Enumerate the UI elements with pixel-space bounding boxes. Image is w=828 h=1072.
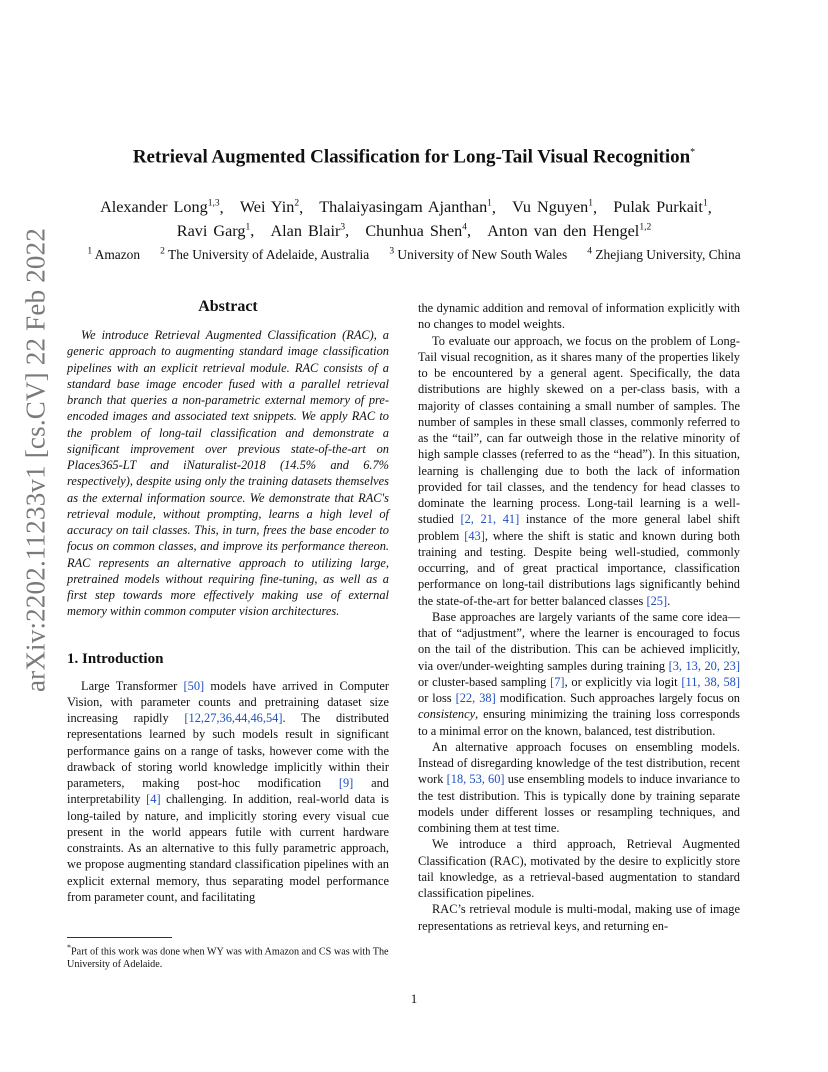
paragraph-text: instance of the more general label shift problem (418, 512, 741, 543)
arxiv-identifier: arXiv:2202.11233v1 [cs.CV] 22 Feb 2022 (20, 227, 51, 693)
intro-paragraph-3 (418, 609, 740, 739)
abstract-body: We introduce Retrieval Augmented Classification (RAC), a generic approach to augmenting standard image classification pipelines with an explicit retrieval module. RAC consists of a standard base image encoder fused with a parallel retrieval branch that queries a non-parametric external memory of pre-encoded images and associated text snippets. We apply RAC to the problem of long-tail classification and demonstrate a significant improvement over previous state-of-the-art on Places365-LT and iNaturalist-2018 (14.5% and 6.7% respectively), despite using only the training datasets themselves as the external information source. We demonstrate that RAC's retrieval module, without prompting, learns a high level of accuracy on tail classes. This, in turn, frees the base encoder to focus on common classes, and improve its performance thereon. RAC represents an alternative approach to utilizing large, pretrained models without requiring fine-tuning, as well as a first step towards more effectively making use of external memory within common computer vision architectures. (67, 328, 389, 619)
author-name: Pulak Purkait$^1$ (613, 198, 708, 217)
intro-heading: 1. Introduction (67, 650, 164, 667)
intro-paragraph-2 (418, 333, 740, 609)
paragraph-text: To evaluate our approach, we focus on the problem of Long-Tail visual recognition, as it shares many of the properties likely to be encountered by a general agent. Specifically, the data distributions are highly skewed on a per-class basis, with a majority of classes containing a small number of samples. The number of samples in these small classes, commonly referred to as the “tail”, can far outweigh those in the relative minority of high sample classes (referred to as the “head”). In this situation, learning is challenging due to both the lack of information provided for tail classes, and the tendency for head classes to dominate the learning process. Long-tail learning is a well-studied (418, 333, 740, 527)
footnote-mark: * (67, 943, 71, 952)
page-number: 1 (410, 991, 418, 1006)
citation-link[interactable]: [18, 53, 60] (446, 772, 505, 787)
affiliation-item: $^4$ Zhejiang University, China (587, 247, 741, 263)
footnote-text (67, 941, 389, 971)
citation-link[interactable]: [4] (146, 792, 161, 807)
affiliations (70, 243, 758, 264)
intro-paragraph-5: We introduce a third approach, Retrieval Augmented Classification (RAC), motivated by the desire to explicitly store tail knowledge, as a retrieval-based augmentation to standard classification pipelines. (418, 837, 740, 900)
citation-link[interactable]: [2, 21, 41] (460, 512, 520, 527)
paragraph-text: modification. Such approaches largely focus on (495, 691, 740, 705)
intro-paragraph-4 (418, 739, 740, 837)
affiliation-mark: 4 (462, 222, 467, 233)
affiliation-item: $^2$ The University of Adelaide, Australia (160, 247, 370, 263)
affiliation-mark: 2 (294, 199, 300, 209)
paragraph-text: , or explicitly via logit (564, 674, 682, 689)
author-name: Anton van den Hengel$^{1,2}$ (487, 221, 652, 240)
paragraph-text: , ensuring minimizing the training loss corresponds to a minimal error on the known, balanced, test distribution. (418, 707, 740, 738)
citation-link[interactable]: [22, 38] (455, 691, 496, 705)
author-name: Ravi Garg$^1$ (176, 221, 251, 240)
author-name: Wei Yin$^2$ (239, 198, 300, 217)
paragraph-text: . (667, 593, 671, 608)
title-footnote-mark: * (690, 147, 696, 158)
paragraph-text: and interpretability (67, 776, 389, 807)
author-name: Thalaiyasingam Ajanthan$^1$ (319, 198, 492, 217)
citation-link[interactable]: [9] (338, 776, 354, 790)
paragraph-text: . The distributed representations learned by such models result in significant performance gains on a range of tasks, however come with the drawback of storing world knowledge implicitly within their parameters, making post-hoc modification (67, 711, 389, 790)
citation-link[interactable]: [11, 38, 58] (681, 674, 741, 689)
affiliation-number: 3 (389, 247, 395, 257)
citation-link[interactable]: [3, 13, 20, 23] (668, 658, 740, 673)
paragraph-text: models have arrived in Computer Vision, with parameter counts and pretraining dataset size increasing rapidly (67, 678, 390, 725)
intro-paragraph-6: RAC’s retrieval module is multi-modal, making use of image representations as retrieval keys, and returning en- (418, 902, 740, 933)
paragraph-text: Large Transformer (81, 678, 184, 693)
citation-link[interactable]: [7] (550, 674, 565, 689)
right-column (418, 300, 740, 934)
affiliation-mark: 1,3 (207, 199, 220, 209)
paragraph-text: An alternative approach focuses on ensembling models. Instead of disregarding knowledge of the test distribution, recent work (418, 739, 740, 787)
affiliation-mark: 1,2 (639, 222, 652, 233)
author-name: Alexander Long$^{1,3}$ (100, 198, 220, 217)
affiliation-mark: 1 (245, 222, 251, 233)
paragraph-text: , where the shift is static and known during both training and testing. Despite being well-studied, commonly occurring, and of great practical importance, classification performance on long-tail distributions lags significantly behind the state-of-the-art for better balanced classes (418, 528, 740, 608)
footnote-body: Part of this work was done when WY was with Amazon and CS was with The University of Adelaide. (67, 946, 389, 971)
citation-link[interactable]: [12,27,36,44,46,54] (184, 711, 283, 725)
paragraph-text: Base approaches are largely variants of the same core idea—that of “adjustment”, where the learner is encouraged to focus on the tail of the distribution. This can be achieved implicitly, via over/under-weighting samples during training (418, 609, 740, 673)
affiliation-mark: 1 (702, 199, 708, 209)
affiliation-item: $^3$ University of New South Wales (389, 247, 568, 263)
affiliation-number: 2 (160, 247, 165, 257)
paragraph-text: use ensembling models to induce invariance to the test distribution. This is typically done by training separate models under different losses or resampling techniques, and combining them at test time. (418, 772, 740, 835)
author-name: Alan Blair$^3$ (270, 221, 346, 240)
authors-line-1: Alexander Long$^{1,3}$, Wei Yin$^2$, Thalaiyasingam Ajanthan$^1$, Vu Nguyen$^1$, Pulak Purkait$^1$, (100, 198, 728, 217)
paragraph-text: or loss (418, 691, 456, 705)
intro-paragraph-1 (67, 678, 389, 906)
left-column (67, 296, 389, 905)
citation-link[interactable]: [25] (646, 593, 668, 608)
author-list (80, 194, 748, 241)
intro-paragraph-cont: the dynamic addition and removal of information explicitly with no changes to model weights. (418, 301, 740, 332)
paragraph-text: challenging. In addition, real-world data is long-tailed by nature, and implicitly storing every visual cue present in the world appears futile with current hardware constraints. As an alternative to this fully parametric approach, we propose augmenting standard classification pipelines with an explicit external memory, thus separating model performance from parameter count, and facilitating (67, 792, 389, 904)
emphasis-text: consistency (418, 707, 476, 722)
footnote (67, 938, 389, 971)
affiliation-number: 4 (587, 247, 593, 257)
affiliation-mark: 1 (588, 199, 594, 209)
citation-link[interactable]: [43] (464, 528, 485, 543)
authors-line-2: Ravi Garg$^1$, Alan Blair$^3$, Chunhua Shen$^4$, Anton van den Hengel$^{1,2}$ (176, 221, 652, 240)
author-name: Chunhua Shen$^4$ (365, 221, 467, 240)
citation-link[interactable]: [50] (183, 678, 205, 693)
paper-title: Retrieval Augmented Classification for Long-Tail Visual Recognition (132, 146, 691, 168)
affiliation-mark: 1 (487, 199, 492, 209)
author-name: Vu Nguyen$^1$ (512, 198, 594, 217)
paragraph-text: or cluster-based sampling (418, 674, 551, 689)
paper-title-block (80, 140, 748, 170)
affiliation-mark: 3 (340, 222, 346, 233)
affiliation-number: 1 (87, 247, 93, 257)
abstract-heading: Abstract (198, 298, 258, 315)
arxiv-sidebar-stamp (8, 150, 64, 770)
affiliation-item: $^1$ Amazon (87, 247, 141, 263)
